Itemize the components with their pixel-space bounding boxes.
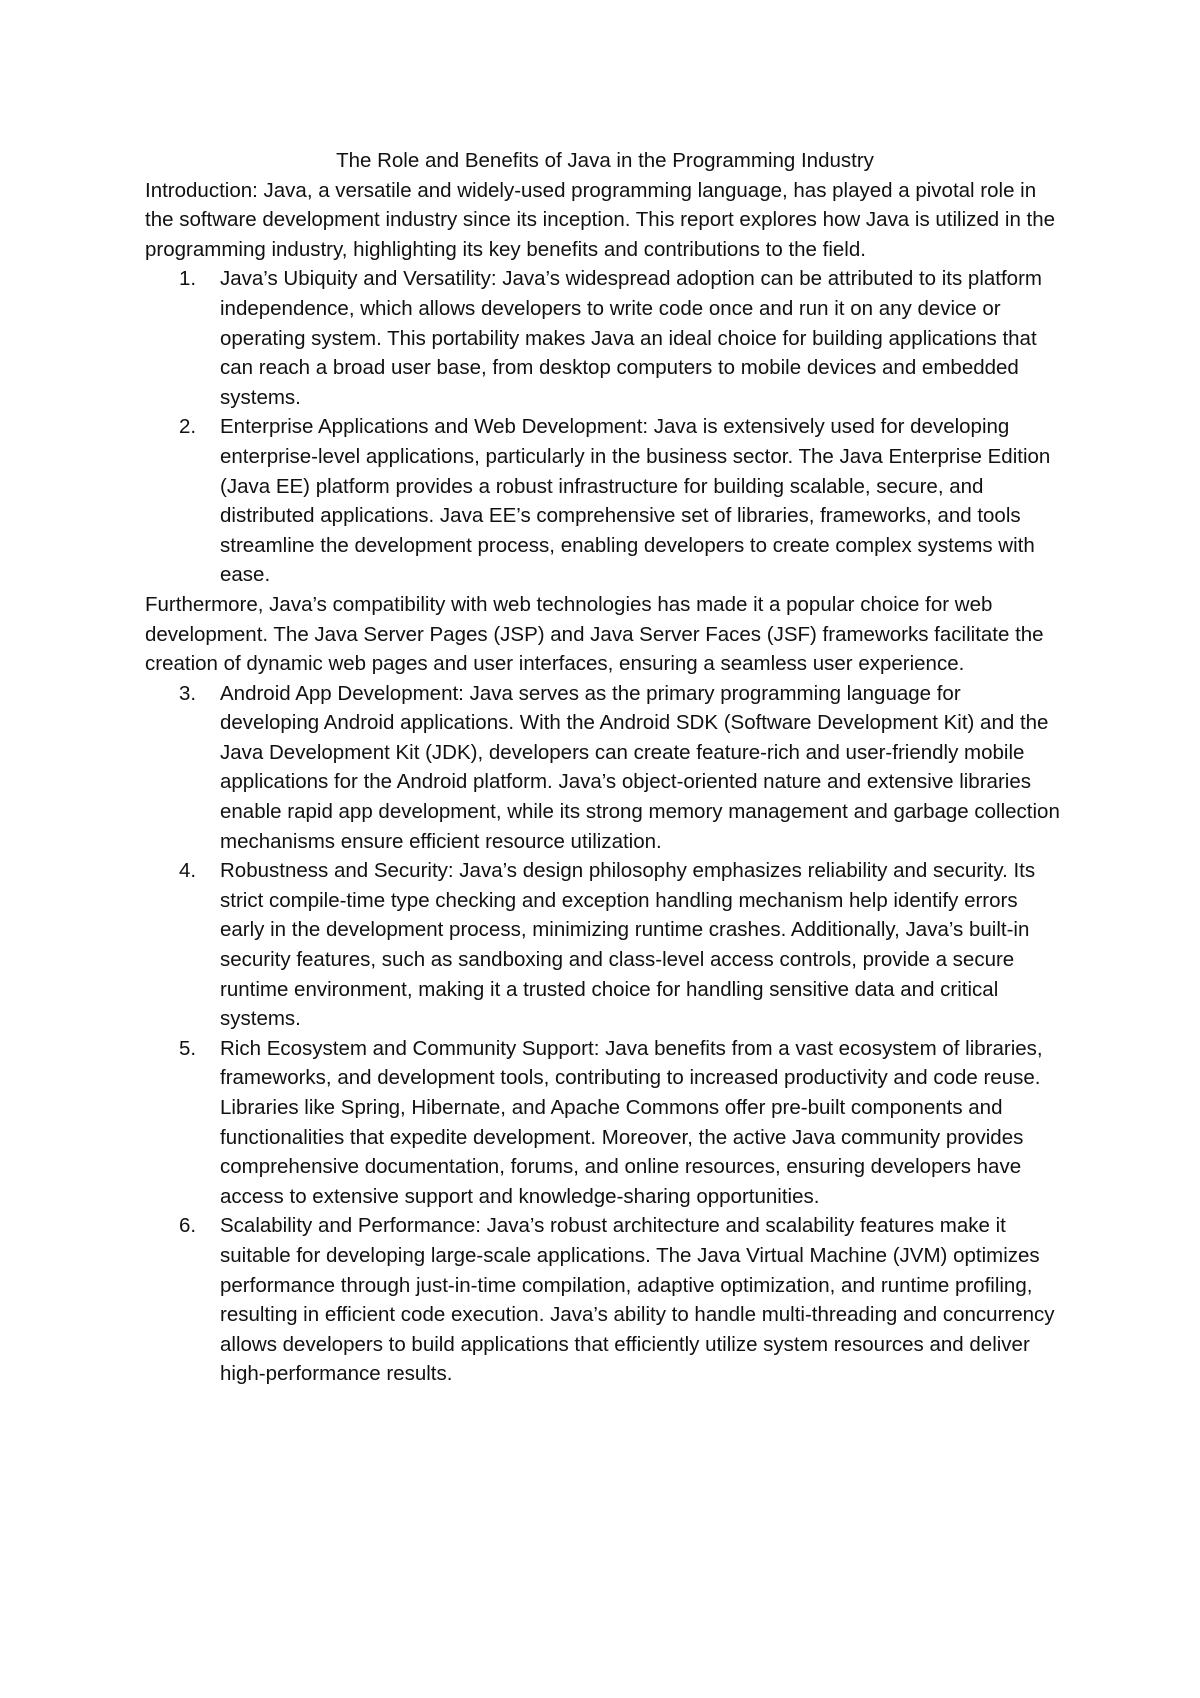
list-item-text: Scalability and Performance: Java’s robust architecture and scalability features make it suitable for developing large-scale applications. The Java Virtual Machine (JVM) optimizes performance through just-in-time compilation, adaptive optimization, and runtime profiling, resulting in efficient code execution. Java’s ability to handle multi-threading and concurrency allows developers to build applications that efficiently utilize system resources and deliver high-performance results. xyxy=(220,1214,1055,1386)
list-item xyxy=(145,1211,1065,1389)
list-item-number: 4. xyxy=(179,859,197,883)
numbered-list-part-2 xyxy=(145,679,1065,1389)
list-item-number: 3. xyxy=(179,681,197,705)
list-item-number: 1. xyxy=(179,267,197,291)
document-title: The Role and Benefits of Java in the Programming Industry xyxy=(336,149,874,172)
furthermore-paragraph: Furthermore, Java’s compatibility with web technologies has made it a popular choice for web development. The Java Server Pages (JSP) and Java Server Faces (JSF) frameworks facilitate the creation of dynamic web pages and user interfaces, ensuring a seamless user experience. xyxy=(145,592,1044,676)
list-item-text: Rich Ecosystem and Community Support: Java benefits from a vast ecosystem of libraries, frameworks, and development tools, contributing to increased productivity and code reuse. Libraries like Spring, Hibernate, and Apache Commons offer pre-built components and functionalities that expedite development. Moreover, the active Java community provides comprehensive documentation, forums, and online resources, ensuring developers have access to extensive support and knowledge-sharing opportunities. xyxy=(220,1036,1043,1208)
list-item-number: 6. xyxy=(179,1214,197,1238)
document-body xyxy=(145,146,1065,1389)
list-item xyxy=(145,856,1065,1034)
list-item xyxy=(145,264,1065,412)
list-item-text: Android App Development: Java serves as the primary programming language for developing Android applications. With the Android SDK (Software Development Kit) and the Java Development Kit (JDK), developers can create feature-rich and user-friendly mobile applications for the Android platform. Java’s object-oriented nature and extensive libraries enable rapid app development, while its strong memory management and garbage collection mechanisms ensure efficient resource utilization. xyxy=(220,681,1060,853)
list-item xyxy=(145,679,1065,857)
list-item xyxy=(145,1034,1065,1212)
list-item-number: 2. xyxy=(179,415,197,439)
list-item-text: Robustness and Security: Java’s design philosophy emphasizes reliability and security. Its strict compile-time type checking and exception handling mechanism help identify errors early in the development process, minimizing runtime crashes. Additionally, Java’s built-in security features, such as sandboxing and class-level access controls, provide a secure runtime environment, making it a trusted choice for handling sensitive data and critical systems. xyxy=(220,859,1036,1031)
introduction-paragraph: Introduction: Java, a versatile and widely-used programming language, has played a pivotal role in the software development industry since its inception. This report explores how Java is utilized in the programming industry, highlighting its key benefits and contributions to the field. xyxy=(145,178,1056,261)
numbered-list-part-1 xyxy=(145,264,1065,590)
list-item-text: Enterprise Applications and Web Development: Java is extensively used for developing enterprise-level applications, particularly in the business sector. The Java Enterprise Edition (Java EE) platform provides a robust infrastructure for building scalable, secure, and distributed applications. Java EE’s comprehensive set of libraries, frameworks, and tools streamline the development process, enabling developers to create complex systems with ease. xyxy=(220,415,1051,587)
list-item-text: Java’s Ubiquity and Versatility: Java’s widespread adoption can be attributed to its platform independence, which allows developers to write code once and run it on any device or operating system. This portability makes Java an ideal choice for building applications that can reach a broad user base, from desktop computers to mobile devices and embedded systems. xyxy=(220,267,1042,409)
list-item-number: 5. xyxy=(179,1036,197,1060)
list-item xyxy=(145,412,1065,590)
